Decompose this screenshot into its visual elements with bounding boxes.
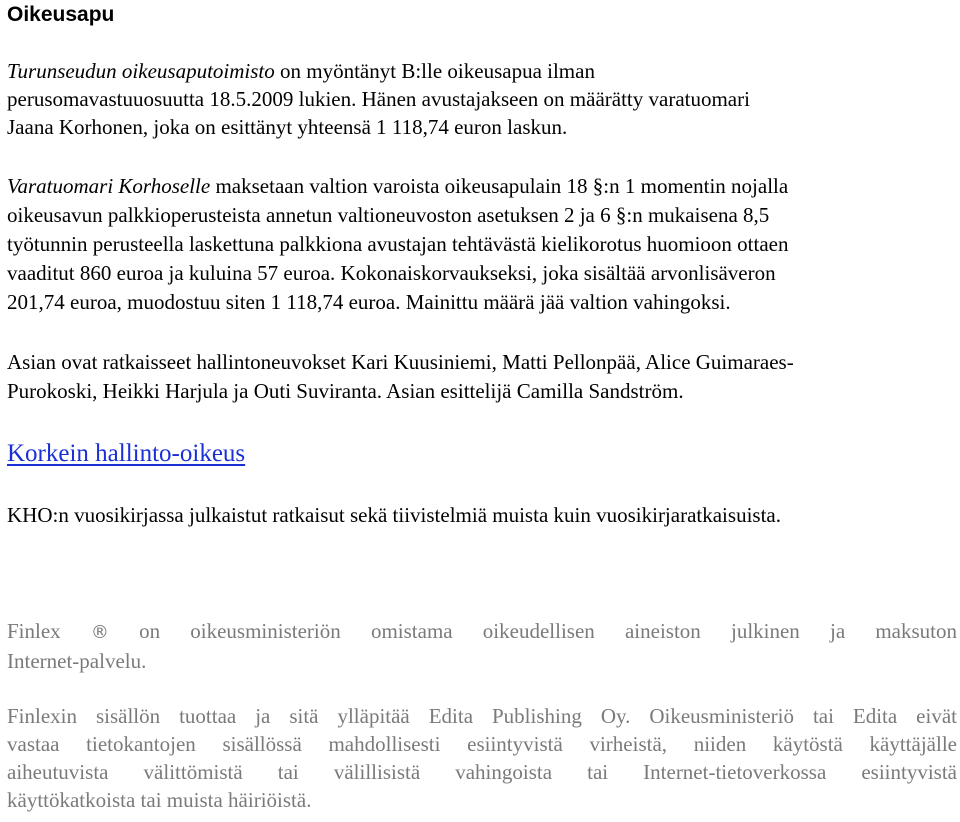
footer-paragraph-2-line-4: käyttökatkoista tai muista häiriöistä. bbox=[7, 788, 312, 812]
paragraph-2-line-1 bbox=[7, 172, 957, 201]
decision-paragraph-1 bbox=[7, 57, 957, 141]
paragraph-1-line-3: Jaana Korhonen, joka on esittänyt yhteensä 1 118,74 euron laskun. bbox=[7, 115, 568, 139]
paragraph-3-line-2: Purokoski, Heikki Harjula ja Outi Suviranta. Asian esittelijä Camilla Sandström. bbox=[7, 379, 684, 403]
paragraph-2-line-3: työtunnin perusteella laskettuna palkkiona avustajan tehtävästä kielikorotus huomioon ottaen bbox=[7, 232, 789, 256]
footer-paragraph-2-line-1: Finlexin sisällön tuottaa ja sitä ylläpitää Edita Publishing Oy. Oikeusministeriö tai Edita eivät bbox=[7, 704, 957, 728]
paragraph-2-line-5: 201,74 euroa, muodostuu siten 1 118,74 euroa. Mainittu määrä jää valtion vahingoksi. bbox=[7, 290, 731, 314]
paragraph-2-line-2 bbox=[7, 201, 957, 230]
page-title: Oikeusapu bbox=[7, 3, 115, 26]
attorney-name: Varatuomari Korhoselle bbox=[7, 174, 211, 198]
footer-paragraph-1 bbox=[7, 617, 957, 675]
section-sign: § bbox=[592, 174, 604, 198]
paragraph-1-line-1 bbox=[7, 57, 957, 85]
supreme-administrative-court-link[interactable]: Korkein hallinto-oikeus bbox=[7, 440, 246, 467]
footer-paragraph-2 bbox=[7, 702, 957, 814]
paragraph-2-line-1-end: :n 1 momentin nojalla bbox=[603, 174, 789, 198]
paragraph-1-line-1-text: on myöntänyt B:lle oikeusapua ilman bbox=[274, 59, 595, 83]
paragraph-2-line-4: vaaditut 860 euroa ja kuluina 57 euroa. Kokonaiskorvaukseksi, joka sisältää arvonlisäveron bbox=[7, 261, 776, 285]
footer-paragraph-1-line-1-text: on oikeusministeriön omistama oikeudellisen aineiston julkinen ja maksuton bbox=[139, 619, 958, 643]
section-sign: § bbox=[615, 203, 627, 227]
footer-paragraph-2-line-2: vastaa tietokantojen sisällössä mahdollisesti esiintyvistä virheistä, niiden käytöstä käyttäjälle bbox=[7, 732, 957, 756]
footer-paragraph-1-line-2: Internet-palvelu. bbox=[7, 649, 147, 673]
office-name: Turunseudun oikeusaputoimisto bbox=[7, 59, 275, 83]
yearbook-description bbox=[7, 501, 957, 529]
paragraph-2-line-2-b: :n mukaisena 8,5 bbox=[626, 203, 770, 227]
finlex-name: Finlex bbox=[7, 619, 61, 643]
footer-paragraph-1-line-1 bbox=[7, 617, 957, 647]
paragraph-1-line-2: perusomavastuuosuutta 18.5.2009 lukien. Hänen avustajakseen on määrätty varatuomari bbox=[7, 87, 750, 111]
registered-mark-icon: ® bbox=[90, 622, 109, 643]
paragraph-2-line-2-a: oikeusavun palkkioperusteista annetun valtioneuvoston asetuksen 2 ja 6 bbox=[7, 203, 616, 227]
yearbook-description-text: KHO:n vuosikirjassa julkaistut ratkaisut sekä tiivistelmiä muista kuin vuosikirjaratkaisuista. bbox=[7, 503, 781, 527]
paragraph-2-line-1-text: maksetaan valtion varoista oikeusapulain 18 bbox=[210, 174, 593, 198]
footer-paragraph-2-line-3: aiheutuvista välittömistä tai välillisistä vahingoista tai Internet-tietoverkossa esiintyvistä bbox=[7, 760, 957, 784]
paragraph-3-line-1: Asian ovat ratkaisseet hallintoneuvokset Kari Kuusiniemi, Matti Pellonpää, Alice Guimaraes- bbox=[7, 350, 794, 374]
decision-paragraph-2 bbox=[7, 172, 957, 317]
decision-paragraph-3 bbox=[7, 348, 957, 406]
